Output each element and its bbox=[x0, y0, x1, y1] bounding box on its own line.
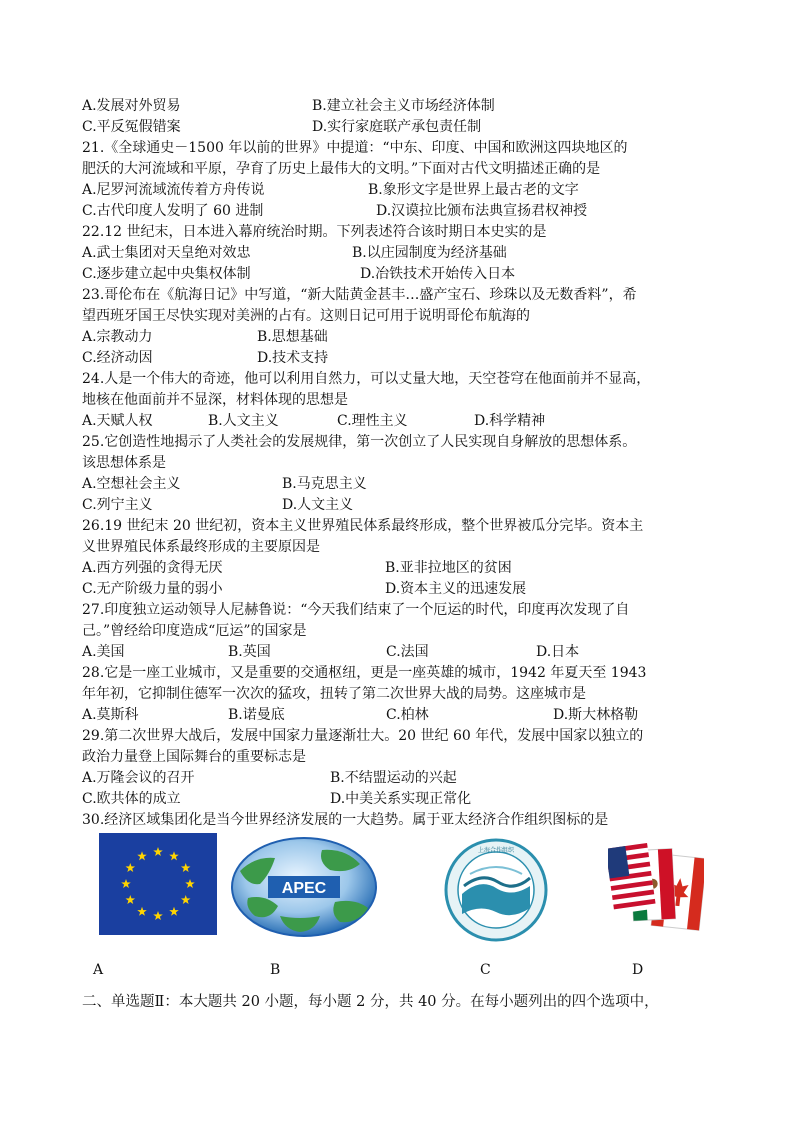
q27-option-b: B.英国 bbox=[228, 644, 271, 660]
section2-heading: 二、单选题Ⅱ：本大题共 20 小题，每小题 2 分，共 40 分。在每小题列出的四个选项中， bbox=[82, 994, 659, 1010]
q24-option-a: A.天赋人权 bbox=[82, 413, 153, 429]
q21-option-c: C.古代印度人发明了 60 进制 bbox=[82, 203, 264, 219]
q23-option-b: B.思想基础 bbox=[257, 329, 328, 345]
eu-flag-image bbox=[99, 833, 217, 935]
q28-option-c: C.柏林 bbox=[386, 707, 429, 723]
q28-option-b: B.诺曼底 bbox=[228, 707, 285, 723]
q20-option-a: A.发展对外贸易 bbox=[82, 98, 181, 114]
q22-stem: 22.12 世纪末，日本进入幕府统治时期。下列表述符合该时期日本史实的是 bbox=[82, 224, 547, 240]
q25-option-b: B.马克思主义 bbox=[282, 476, 367, 492]
q29-option-d: D.中美关系实现正常化 bbox=[330, 791, 472, 807]
q25-option-a: A.空想社会主义 bbox=[82, 476, 181, 492]
q29-option-c: C.欧共体的成立 bbox=[82, 791, 181, 807]
q29-stem-line2: 政治力量登上国际舞台的重要标志是 bbox=[82, 749, 306, 765]
q25-stem-line1: 25.它创造性地揭示了人类社会的发展规律，第一次创立了人民实现自身解放的思想体系。 bbox=[82, 434, 637, 450]
q26-option-c: C.无产阶级力量的弱小 bbox=[82, 581, 223, 597]
q27-option-a: A.美国 bbox=[82, 644, 125, 660]
q25-option-d: D.人文主义 bbox=[282, 497, 354, 513]
q21-stem-line2: 肥沃的大河流域和平原，孕育了历史上最伟大的文明。”下面对古代文明描述正确的是 bbox=[82, 161, 601, 177]
q27-stem-line1: 27.印度独立运动领导人尼赫鲁说：“今天我们结束了一个厄运的时代，印度再次发现了自 bbox=[82, 602, 630, 618]
q24-option-d: D.科学精神 bbox=[474, 413, 546, 429]
image-label-d: D bbox=[632, 962, 644, 978]
q23-stem-line1: 23.哥伦布在《航海日记》中写道，“新大陆黄金甚丰…盛产宝石、珍珠以及无数香料”，希 bbox=[82, 287, 637, 303]
q28-stem-line2: 年年初，它抑制住德军一次次的猛攻，扭转了第二次世界大战的局势。这座城市是 bbox=[82, 686, 586, 702]
q26-option-a: A.西方列强的贪得无厌 bbox=[82, 560, 223, 576]
sco-emblem-image bbox=[440, 838, 552, 942]
q29-option-a: A.万隆会议的召开 bbox=[82, 770, 195, 786]
apec-text: APEC bbox=[281, 880, 327, 897]
q22-option-b: B.以庄园制度为经济基础 bbox=[352, 245, 507, 261]
q27-option-c: C.法国 bbox=[386, 644, 429, 660]
q24-option-b: B.人文主义 bbox=[208, 413, 279, 429]
q27-option-d: D.日本 bbox=[536, 644, 580, 660]
q23-option-c: C.经济动因 bbox=[82, 350, 153, 366]
q28-option-d: D.斯大林格勒 bbox=[553, 707, 639, 723]
q23-option-d: D.技术支持 bbox=[257, 350, 329, 366]
q22-option-d: D.冶铁技术开始传入日本 bbox=[360, 266, 516, 282]
q26-option-b: B.亚非拉地区的贫困 bbox=[385, 560, 512, 576]
q24-stem-line1: 24.人是一个伟大的奇迹，他可以利用自然力，可以丈量大地，天空苍穹在他面前并不显高， bbox=[82, 371, 651, 387]
q25-option-c: C.列宁主义 bbox=[82, 497, 153, 513]
q22-option-a: A.武士集团对天皇绝对效忠 bbox=[82, 245, 251, 261]
sco-text: 上海合作组织 bbox=[477, 847, 515, 854]
q20-option-d: D.实行家庭联产承包责任制 bbox=[312, 119, 482, 135]
q30-stem: 30.经济区域集团化是当今世界经济发展的一大趋势。属于亚太经济合作组织图标的是 bbox=[82, 812, 609, 828]
q23-stem-line2: 望西班牙国王尽快实现对美洲的占有。这则日记可用于说明哥伦布航海的 bbox=[82, 308, 530, 324]
q22-option-c: C.逐步建立起中央集权体制 bbox=[82, 266, 251, 282]
q24-stem-line2: 地核在他面前并不显深，材料体现的思想是 bbox=[82, 392, 348, 408]
q21-stem-line1: 21.《全球通史－1500 年以前的世界》中提道：“中东、印度、中国和欧洲这四块地区的 bbox=[82, 140, 628, 156]
apec-logo-image bbox=[230, 836, 378, 938]
q21-option-d: D.汉谟拉比颁布法典宣扬君权神授 bbox=[376, 203, 588, 219]
q20-option-b: B.建立社会主义市场经济体制 bbox=[312, 98, 495, 114]
q28-option-a: A.莫斯科 bbox=[82, 707, 139, 723]
q26-stem-line1: 26.19 世纪末 20 世纪初，资本主义世界殖民体系最终形成，整个世界被瓜分完毕。资本主 bbox=[82, 518, 644, 534]
q25-stem-line2: 该思想体系是 bbox=[82, 455, 166, 471]
q29-stem-line1: 29.第二次世界大战后，发展中国家力量逐渐壮大。20 世纪 60 年代，发展中国家以独立的 bbox=[82, 728, 644, 744]
q29-option-b: B.不结盟运动的兴起 bbox=[330, 770, 457, 786]
image-label-b: B bbox=[270, 962, 281, 978]
q21-option-b: B.象形文字是世界上最古老的文字 bbox=[368, 182, 579, 198]
q27-stem-line2: 己。”曾经给印度造成“厄运”的国家是 bbox=[82, 623, 307, 639]
q20-option-c: C.平反冤假错案 bbox=[82, 119, 181, 135]
image-label-c: C bbox=[480, 962, 491, 978]
q26-stem-line2: 义世界殖民体系最终形成的主要原因是 bbox=[82, 539, 320, 555]
q26-option-d: D.资本主义的迅速发展 bbox=[385, 581, 527, 597]
image-label-a: A bbox=[93, 962, 104, 978]
q28-stem-line1: 28.它是一座工业城市，又是重要的交通枢纽，更是一座英雄的城市，1942 年夏天至 1943 bbox=[82, 665, 647, 681]
q24-option-c: C.理性主义 bbox=[337, 413, 408, 429]
q21-option-a: A.尼罗河流域流传着方舟传说 bbox=[82, 182, 265, 198]
nafta-flags-image bbox=[608, 840, 704, 940]
q23-option-a: A.宗教动力 bbox=[82, 329, 153, 345]
